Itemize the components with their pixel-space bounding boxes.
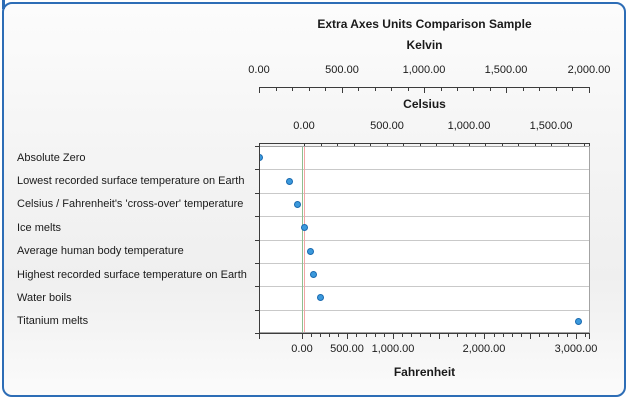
fahrenheit-minor-tick bbox=[558, 334, 559, 337]
kelvin-minor-tick bbox=[473, 88, 474, 91]
fahrenheit-minor-tick bbox=[402, 334, 403, 337]
celsius-axis-name: Celsius bbox=[403, 97, 446, 111]
row-gridline bbox=[260, 286, 589, 287]
fahrenheit-minor-tick bbox=[585, 334, 586, 337]
kelvin-minor-tick bbox=[292, 88, 293, 91]
category-label: Highest recorded surface temperature on Earth bbox=[17, 268, 247, 281]
fahrenheit-minor-tick bbox=[521, 334, 522, 337]
fahrenheit-major-tick bbox=[576, 334, 577, 339]
fahrenheit-minor-tick bbox=[512, 334, 513, 337]
kelvin-tick-label: 500.00 bbox=[325, 64, 359, 76]
kelvin-minor-tick bbox=[556, 88, 557, 91]
fahrenheit-major-tick bbox=[439, 334, 440, 339]
kelvin-tick-label: 1,000.00 bbox=[402, 64, 446, 76]
fahrenheit-tick-label: 3,000.00 bbox=[554, 343, 598, 355]
fahrenheit-major-tick bbox=[530, 334, 531, 339]
celsius-tick-label: 1,500.00 bbox=[529, 120, 573, 132]
fahrenheit-major-tick bbox=[484, 334, 485, 339]
category-axis-line bbox=[259, 146, 260, 333]
category-label: Celsius / Fahrenheit's 'cross-over' temperature bbox=[17, 198, 244, 211]
fahrenheit-major-tick bbox=[393, 334, 394, 339]
fahrenheit-minor-tick bbox=[356, 334, 357, 337]
chart-title: Extra Axes Units Comparison Sample bbox=[317, 17, 532, 31]
kelvin-minor-tick bbox=[391, 88, 392, 91]
fahrenheit-major-tick bbox=[347, 334, 348, 339]
category-label: Water boils bbox=[17, 291, 72, 304]
kelvin-major-tick bbox=[506, 88, 507, 93]
fahrenheit-axis-line bbox=[259, 333, 590, 334]
category-label: Titanium melts bbox=[17, 315, 89, 328]
kelvin-minor-tick bbox=[358, 88, 359, 91]
plot-area bbox=[259, 146, 590, 333]
kelvin-minor-tick bbox=[309, 88, 310, 91]
fahrenheit-minor-tick bbox=[567, 334, 568, 337]
fahrenheit-axis-name: Fahrenheit bbox=[393, 365, 456, 379]
category-label: Average human body temperature bbox=[17, 245, 184, 258]
row-gridline bbox=[260, 310, 589, 311]
data-point[interactable] bbox=[307, 248, 314, 255]
fahrenheit-tick-label: 0.00 bbox=[291, 343, 313, 355]
celsius-axis-line bbox=[259, 143, 590, 144]
kelvin-major-tick bbox=[342, 88, 343, 93]
fahrenheit-minor-tick bbox=[311, 334, 312, 337]
kelvin-tick-label: 0.00 bbox=[248, 64, 270, 76]
kelvin-minor-tick bbox=[441, 88, 442, 91]
data-point[interactable] bbox=[286, 178, 293, 185]
celsius-zero-line bbox=[304, 147, 305, 332]
data-point[interactable] bbox=[575, 318, 582, 325]
kelvin-minor-tick bbox=[572, 88, 573, 91]
fahrenheit-minor-tick bbox=[320, 334, 321, 337]
fahrenheit-tick-label: 1,000.00 bbox=[371, 343, 415, 355]
category-axis-tick bbox=[255, 333, 259, 334]
fahrenheit-minor-tick bbox=[475, 334, 476, 337]
fahrenheit-terminal-tick bbox=[589, 334, 590, 339]
row-gridline bbox=[260, 240, 589, 241]
kelvin-minor-tick bbox=[523, 88, 524, 91]
row-gridline bbox=[260, 263, 589, 264]
kelvin-minor-tick bbox=[490, 88, 491, 91]
fahrenheit-major-tick bbox=[302, 334, 303, 339]
frame-corner-notch bbox=[2, 0, 5, 9]
fahrenheit-minor-tick bbox=[448, 334, 449, 337]
kelvin-minor-tick bbox=[457, 88, 458, 91]
fahrenheit-minor-tick bbox=[366, 334, 367, 337]
kelvin-minor-tick bbox=[325, 88, 326, 91]
fahrenheit-zero-line bbox=[302, 147, 303, 332]
category-label: Absolute Zero bbox=[17, 151, 86, 164]
kelvin-tick-label: 2,000.00 bbox=[567, 64, 611, 76]
kelvin-minor-tick bbox=[375, 88, 376, 91]
kelvin-minor-tick bbox=[539, 88, 540, 91]
fahrenheit-tick-label: 500.00 bbox=[330, 343, 364, 355]
data-point[interactable] bbox=[301, 224, 308, 231]
celsius-tick-label: 0.00 bbox=[293, 120, 315, 132]
row-gridline bbox=[260, 193, 589, 194]
fahrenheit-minor-tick bbox=[329, 334, 330, 337]
fahrenheit-minor-tick bbox=[430, 334, 431, 337]
kelvin-minor-tick bbox=[276, 88, 277, 91]
kelvin-tick-label: 1,500.00 bbox=[484, 64, 528, 76]
kelvin-major-tick bbox=[424, 88, 425, 93]
celsius-tick-label: 1,000.00 bbox=[447, 120, 491, 132]
fahrenheit-minor-tick bbox=[539, 334, 540, 337]
kelvin-major-tick bbox=[259, 88, 260, 93]
data-point[interactable] bbox=[317, 294, 324, 301]
fahrenheit-minor-tick bbox=[375, 334, 376, 337]
fahrenheit-minor-tick bbox=[457, 334, 458, 337]
kelvin-axis-name: Kelvin bbox=[406, 38, 443, 52]
row-gridline bbox=[260, 169, 589, 170]
kelvin-major-tick bbox=[589, 88, 590, 93]
fahrenheit-minor-tick bbox=[548, 334, 549, 337]
fahrenheit-minor-tick bbox=[494, 334, 495, 337]
celsius-tick-label: 500.00 bbox=[370, 120, 404, 132]
kelvin-minor-tick bbox=[408, 88, 409, 91]
row-gridline bbox=[260, 216, 589, 217]
category-label: Lowest recorded surface temperature on Earth bbox=[17, 175, 245, 188]
fahrenheit-minor-tick bbox=[466, 334, 467, 337]
fahrenheit-minor-tick bbox=[420, 334, 421, 337]
fahrenheit-minor-tick bbox=[384, 334, 385, 337]
data-point[interactable] bbox=[310, 271, 317, 278]
fahrenheit-terminal-tick bbox=[259, 334, 260, 339]
fahrenheit-tick-label: 2,000.00 bbox=[462, 343, 506, 355]
category-label: Ice melts bbox=[17, 221, 62, 234]
fahrenheit-minor-tick bbox=[338, 334, 339, 337]
data-point[interactable] bbox=[294, 201, 301, 208]
fahrenheit-minor-tick bbox=[503, 334, 504, 337]
fahrenheit-minor-tick bbox=[411, 334, 412, 337]
